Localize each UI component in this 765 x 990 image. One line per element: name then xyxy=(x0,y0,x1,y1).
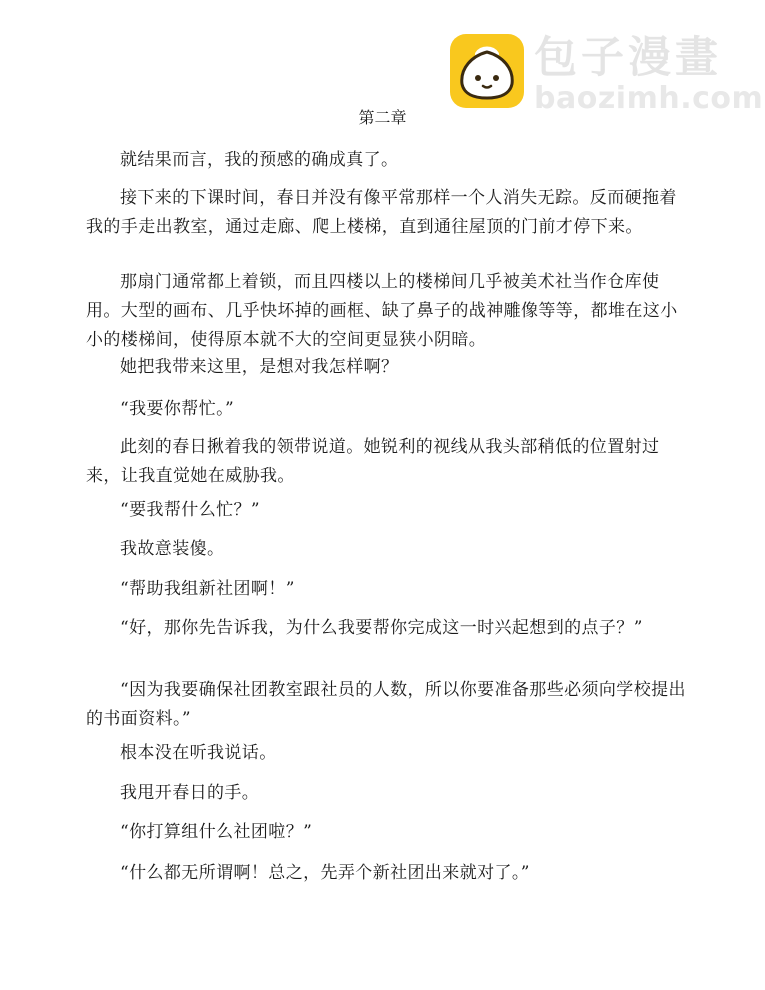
paragraph: 根本没在听我说话。 xyxy=(120,743,277,763)
paragraph: 我甩开春日的手。 xyxy=(120,783,260,803)
paragraph: 就结果而言，我的预感的确成真了。 xyxy=(120,150,399,170)
paragraph: “好，那你先告诉我，为什么我要帮你完成这一时兴起想到的点子？” xyxy=(120,618,643,638)
paragraph: “什么都无所谓啊！总之，先弄个新社团出来就对了。” xyxy=(120,863,530,883)
paragraph: 我故意装傻。 xyxy=(120,539,225,559)
paragraph: “因为我要确保社团教室跟社员的人数，所以你要准备那些必须向学校提出的书面资料。” xyxy=(86,680,686,729)
watermark-url: baozimh.com xyxy=(534,81,764,116)
paragraph: 接下来的下课时间，春日并没有像平常那样一个人消失无踪。反而硬拖着我的手走出教室，通过走廊、爬上楼梯，直到通往屋顶的门前才停下来。 xyxy=(86,188,677,237)
bun-logo-icon xyxy=(450,34,524,108)
watermark xyxy=(450,32,764,116)
chapter-title: 第二章 xyxy=(358,108,407,127)
paragraph: “我要你帮忙。” xyxy=(120,399,235,419)
paragraph: “要我帮什么忙？” xyxy=(120,500,260,520)
paragraph: 她把我带来这里，是想对我怎样啊？ xyxy=(120,357,399,377)
paragraph: 那扇门通常都上着锁，而且四楼以上的楼梯间几乎被美术社当作仓库使用。大型的画布、几乎快坏掉的画框、缺了鼻子的战神雕像等等，都堆在这小小的楼梯间，使得原本就不大的空间更显狭小阴暗。 xyxy=(86,272,678,350)
paragraph: “你打算组什么社团啦？” xyxy=(120,822,313,842)
paragraph: “帮助我组新社团啊！” xyxy=(120,579,295,599)
watermark-site-name: 包子漫畫 xyxy=(534,33,722,83)
paragraph: 此刻的春日揪着我的领带说道。她锐利的视线从我头部稍低的位置射过来，让我直觉她在威胁我。 xyxy=(86,437,660,486)
